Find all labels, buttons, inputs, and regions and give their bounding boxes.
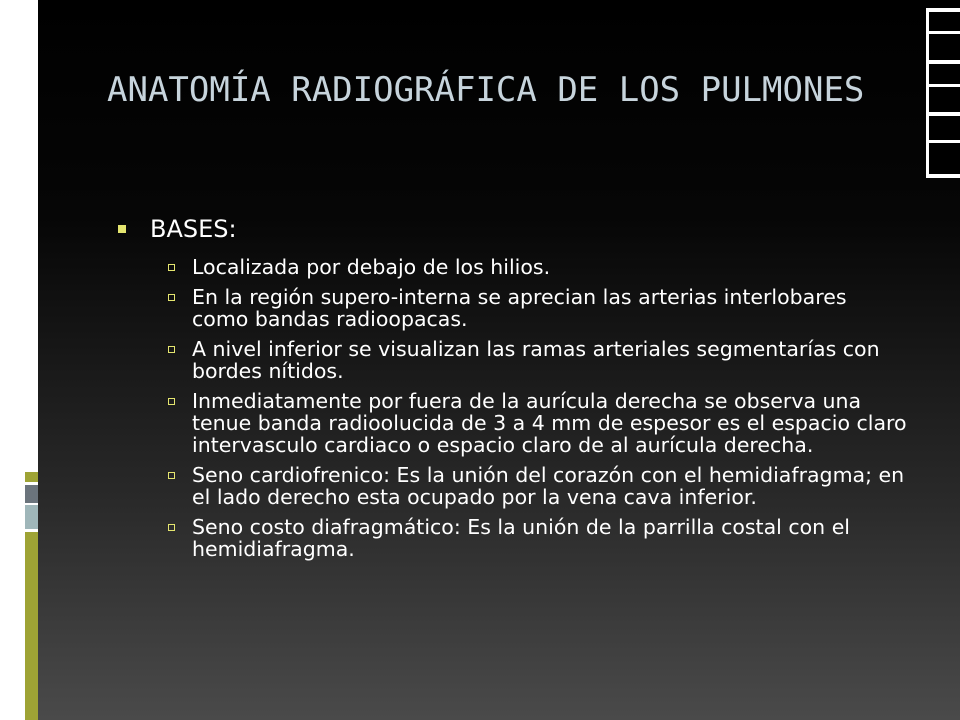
hollow-square-bullet-icon <box>168 264 175 271</box>
list-item-text: Localizada por debajo de los hilios. <box>192 255 551 279</box>
slide-title: ANATOMÍA RADIOGRÁFICA DE LOS PULMONES <box>107 70 865 110</box>
square-bullet-icon <box>118 225 126 233</box>
list-item <box>118 286 918 330</box>
list-item <box>118 390 918 456</box>
accent-stripe-olive <box>25 472 38 482</box>
list-item <box>118 256 918 278</box>
list-item-text: Inmediatamente por fuera de la aurícula derecha se observa una tenue banda radioolucida de 3 a 4 mm de espesor es el espacio claro intervasculo cardiaco o espacio claro de al aurícula derecha. <box>192 389 907 457</box>
list-item-text: Seno costo diafragmático: Es la unión de la parrilla costal con el hemidiafragma. <box>192 515 851 561</box>
list-item <box>118 338 918 382</box>
accent-stripe-teal <box>25 505 38 529</box>
hollow-square-bullet-icon <box>168 472 175 479</box>
bullet-list <box>118 256 918 560</box>
section-heading <box>118 214 918 244</box>
accent-bar-olive <box>25 532 38 720</box>
list-item <box>118 516 918 560</box>
hollow-square-bullet-icon <box>168 398 175 405</box>
list-item-text: Seno cardiofrenico: Es la unión del corazón con el hemidiafragma; en el lado derecho esta ocupado por la vena cava inferior. <box>192 463 905 509</box>
hollow-square-bullet-icon <box>168 346 175 353</box>
hollow-square-bullet-icon <box>168 294 175 301</box>
accent-stripe-gray <box>25 485 38 503</box>
list-item <box>118 464 918 508</box>
hollow-square-bullet-icon <box>168 524 175 531</box>
list-item-text: En la región supero-interna se aprecian las arterias interlobares como bandas radioopacas. <box>192 285 847 331</box>
window-grid-icon <box>926 8 960 178</box>
slide-content <box>118 214 918 568</box>
section-label: BASES: <box>150 215 237 243</box>
list-item-text: A nivel inferior se visualizan las ramas arteriales segmentarías con bordes nítidos. <box>192 337 880 383</box>
